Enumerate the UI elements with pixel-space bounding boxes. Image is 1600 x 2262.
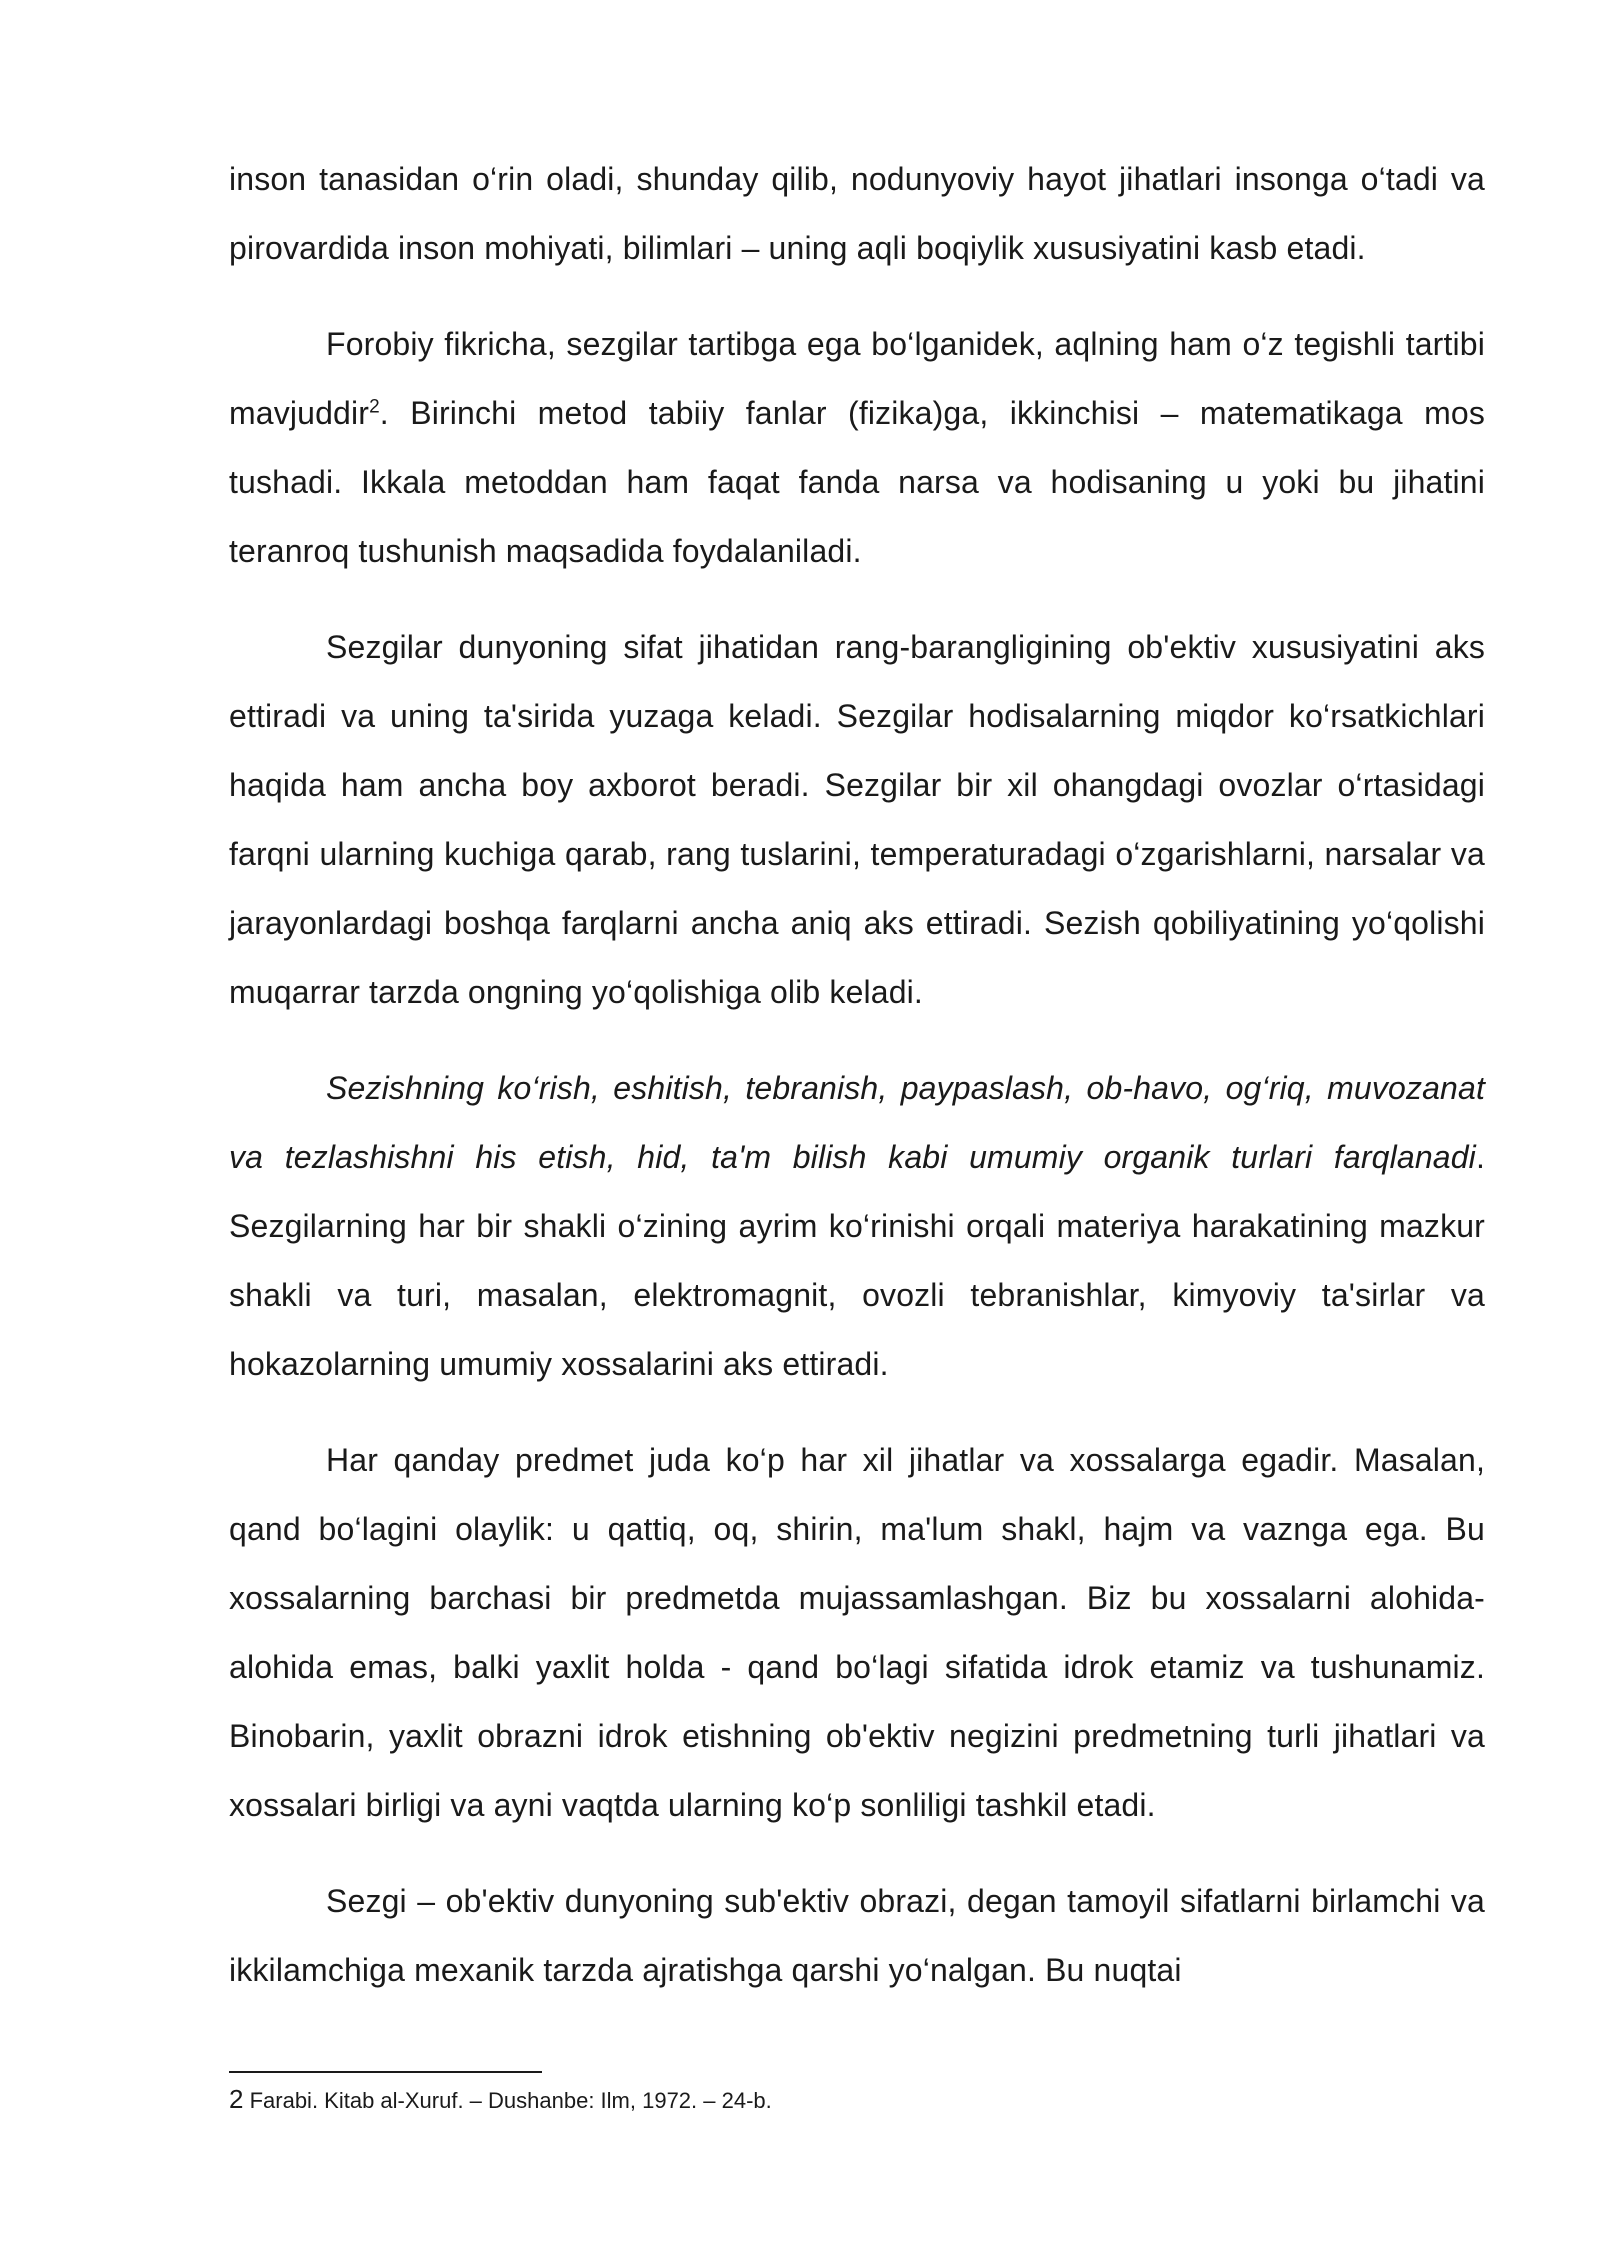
paragraph-4-text: . Sezgilarning har bir shakli o‘zining ayrim ko‘rinishi orqali materiya harakatining mazkur shakli va turi, masalan, elektromagnit, ovozli tebranishlar, kimyoviy ta'sirlar va hokazolarning umumiy xossalarini aks ettiradi. [229, 1139, 1485, 1382]
footnote-number: 2 [229, 2084, 244, 2114]
paragraph-5: Har qanday predmet juda ko‘p har xil jihatlar va xossalarga egadir. Masalan, qand bo‘lagini olaylik: u qattiq, oq, shirin, ma'lum shakl, hajm va vaznga ega. Bu xossalarning barchasi bir predmetda mujassamlashgan. Biz bu xossalarni alohida-alohida emas, balki yaxlit holda - qand bo‘lagi sifatida idrok etamiz va tushunamiz. Binobarin, yaxlit obrazni idrok etishning ob'ektiv negizini predmetning turli jihatlari va xossalari birligi va ayni vaqtda ularning ko‘p sonliligi tashkil etadi. [229, 1442, 1485, 1823]
paragraph-6: Sezgi – ob'ektiv dunyoning sub'ektiv obrazi, degan tamoyil sifatlarni birlamchi va ikkilamchiga mexanik tarzda ajratishga qarshi yo‘nalgan. Bu nuqtai [229, 1883, 1485, 1988]
paragraph-4 [229, 1054, 1485, 1399]
paragraph-3: Sezgilar dunyoning sifat jihatidan rang-barangligining ob'ektiv xususiyatini aks ettiradi va uning ta'sirida yuzaga keladi. Sezgilar hodisalarning miqdor ko‘rsatkichlari haqida ham ancha boy axborot beradi. Sezgilar bir xil ohangdagi ovozlar o‘rtasidagi farqni ularning kuchiga qarab, rang tuslarini, temperaturadagi o‘zgarishlarni, narsalar va jarayonlardagi boshqa farqlarni ancha aniq aks ettiradi. Sezish qobiliyatining yo‘qolishi muqarrar tarzda ongning yo‘qolishiga olib keladi. [229, 629, 1485, 1010]
footnote-separator [229, 2071, 542, 2073]
footnote [229, 2082, 772, 2118]
paragraph-1: inson tanasidan o‘rin oladi, shunday qilib, nodunyoviy hayot jihatlari insonga o‘tadi va pirovardida inson mohiyati, bilimlari – uning aqli boqiylik xususiyatini kasb etadi. [229, 161, 1485, 266]
body-text [229, 145, 1485, 2005]
paragraph-2-text: Forobiy fikricha, sezgilar tartibga ega bo‘lganidek, aqlning ham o‘z tegishli tartibi mavjuddir [229, 326, 1485, 431]
paragraph-2-continuation: . Birinchi metod tabiiy fanlar (fizika)ga, ikkinchisi – matematikaga mos tushadi. Ikkala metoddan ham faqat fanda narsa va hodisaning u yoki bu jihatini teranroq tushunish maqsadida foydalaniladi. [229, 395, 1485, 569]
paragraph-4-italic-text: Sezishning ko‘rish, eshitish, tebranish, paypaslash, ob-havo, og‘riq, muvozanat va tezlashishni his etish, hid, ta'm bilish kabi umumiy organik turlari farqlanadi [229, 1070, 1485, 1175]
footnote-reference[interactable]: 2 [369, 396, 380, 418]
footnote-text: Farabi. Kitab al-Xuruf. – Dushanbe: Ilm, 1972. – 24-b. [243, 2088, 772, 2113]
paragraph-2 [229, 310, 1485, 586]
